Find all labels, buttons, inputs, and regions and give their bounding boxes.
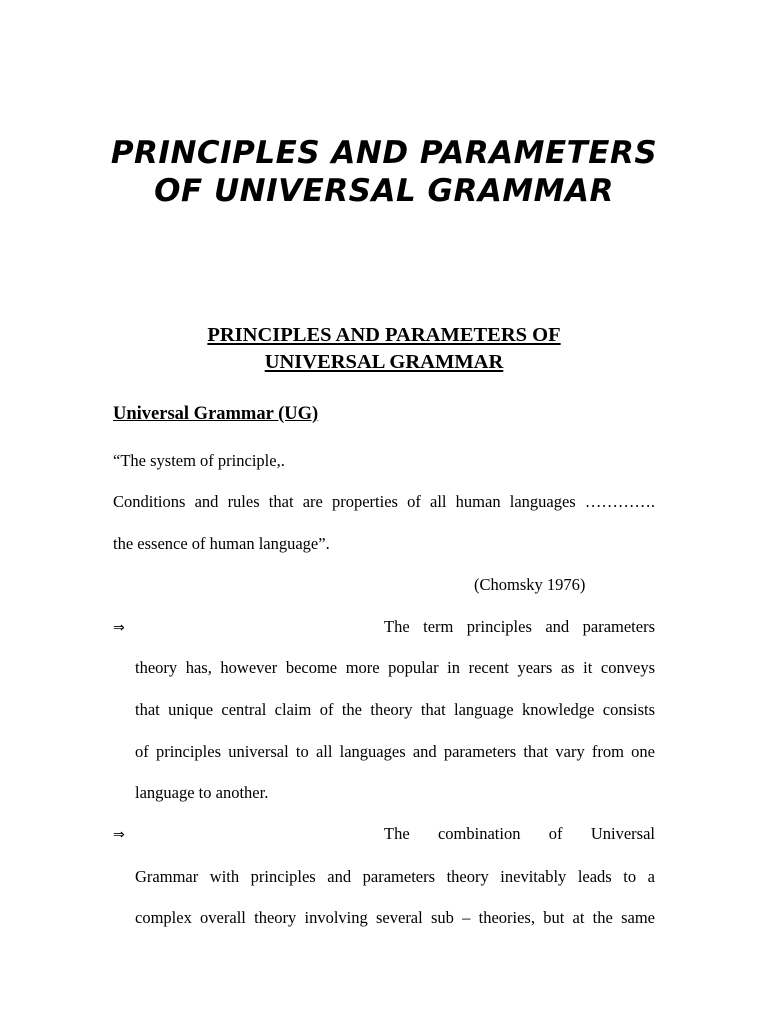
bullet-1-line: that unique central claim of the theory that language knowledge consists: [135, 700, 655, 719]
subtitle-line-1: PRINCIPLES AND PARAMETERS OF: [207, 324, 561, 346]
bullet-1-line: theory has, however become more popular in recent years as it conveys: [135, 658, 655, 677]
bullet-1-first-line: The term principles and parameters: [384, 617, 655, 636]
subtitle-line-2: UNIVERSAL GRAMMAR: [264, 351, 504, 373]
quote-citation: (Chomsky 1976): [474, 575, 586, 594]
quote-line-1: “The system of principle,.: [113, 451, 285, 470]
bullet-1-line: language to another.: [135, 783, 269, 802]
bullet-2-line: complex overall theory involving several sub – theories, but at the same: [135, 908, 655, 927]
arrow-bullet-icon: ⇒: [113, 620, 125, 636]
arrow-bullet-icon: ⇒: [113, 827, 125, 843]
section-heading: Universal Grammar (UG): [113, 404, 319, 424]
subtitle: [120, 322, 648, 376]
quote-line-3: the essence of human language”.: [113, 534, 330, 553]
bullet-2-line: Grammar with principles and parameters theory inevitably leads to a: [135, 867, 655, 886]
bullet-2-first-line: The combination of Universal: [384, 824, 655, 843]
quote-line-2: Conditions and rules that are properties of all human languages ………….: [113, 492, 655, 511]
bullet-1-line: of principles universal to all languages and parameters that vary from one: [135, 742, 655, 761]
main-title: PRINCIPLES AND PARAMETERS OF UNIVERSAL GRAMMAR: [110, 135, 658, 209]
